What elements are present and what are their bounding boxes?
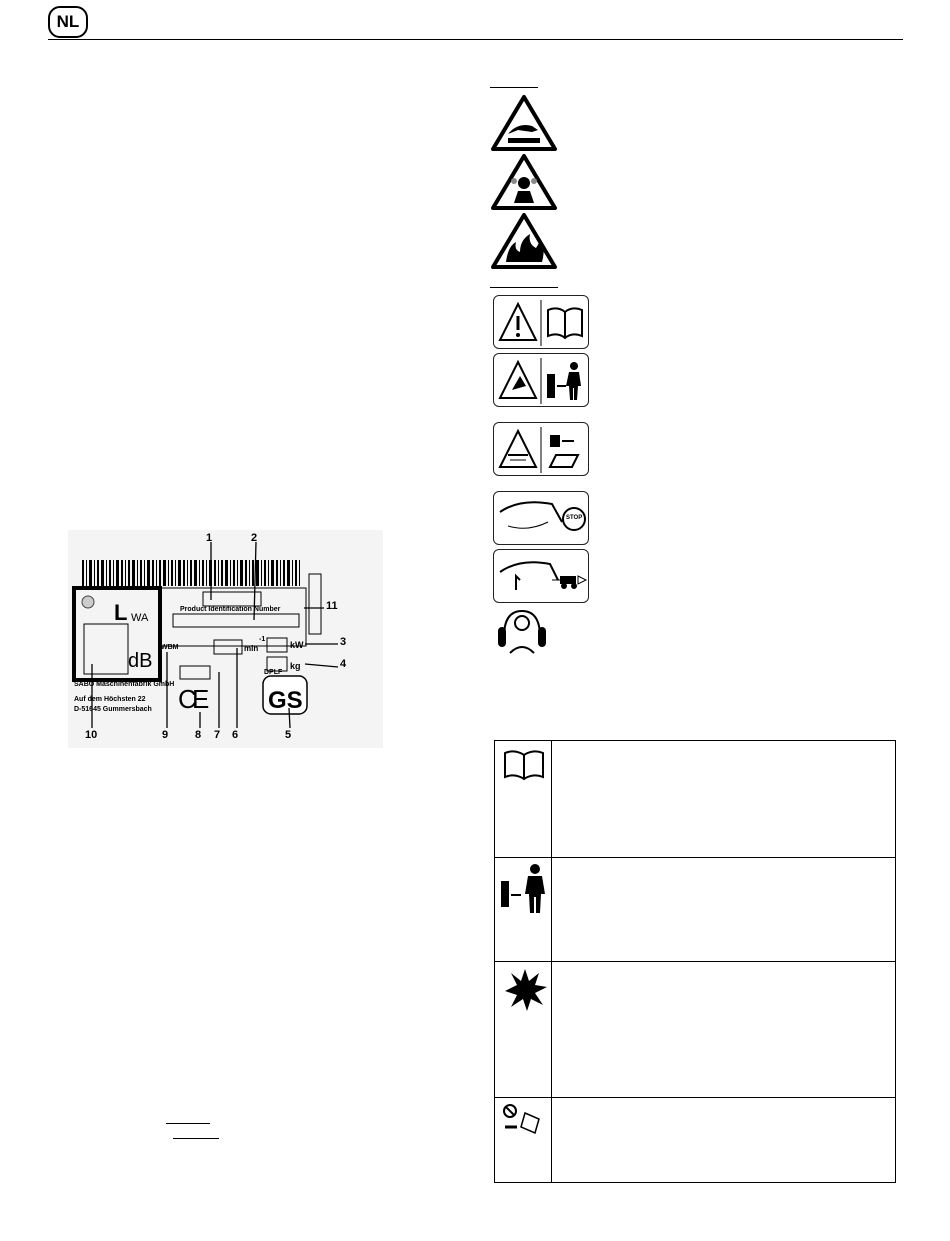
callout-11: 11	[326, 600, 338, 612]
table-row-separator	[495, 857, 895, 858]
wbm-label: WBM	[161, 644, 179, 651]
maker-line-2: Auf dem Höchsten 22	[74, 696, 146, 703]
header-rule	[48, 39, 903, 40]
manual-book-icon	[503, 749, 545, 781]
kg-label: kg	[290, 661, 301, 671]
callout-7: 7	[214, 729, 221, 741]
exhaust-hazard-icon	[490, 153, 558, 211]
dplf-label: DPLF	[264, 669, 283, 676]
no-smoking-fuel-icon	[501, 1103, 547, 1137]
text-underline	[173, 1138, 219, 1139]
language-badge: NL	[48, 6, 88, 38]
maker-line-1: SABO Maschinenfabrik GmbH	[74, 681, 175, 688]
fire-hazard-icon	[490, 212, 558, 270]
table-row-separator	[495, 1097, 895, 1098]
db-label: dB	[128, 650, 153, 672]
keep-distance-icon	[493, 353, 589, 407]
warning-manual-icon	[493, 295, 589, 349]
stop-label: STOP	[566, 515, 583, 521]
callout-8: 8	[195, 729, 202, 741]
callout-9: 9	[162, 729, 169, 741]
ear-protection-icon	[494, 607, 548, 655]
svg-text:C: C	[178, 684, 197, 714]
lwa-label: L	[114, 600, 128, 625]
svg-text:GS: GS	[268, 687, 303, 714]
symbol-table	[494, 740, 896, 1183]
callout-3: 3	[340, 636, 347, 648]
text-underline	[166, 1123, 210, 1124]
rating-plate-drawing	[68, 530, 383, 748]
table-row-separator	[495, 961, 895, 962]
callout-5: 5	[285, 729, 292, 741]
section-rule	[490, 287, 558, 288]
maker-line-3: D-51645 Gummersbach	[74, 706, 152, 713]
engine-stop-icon	[493, 491, 589, 545]
callout-6: 6	[232, 729, 239, 741]
drive-lever-icon	[493, 549, 589, 603]
lwa-sub: WA	[131, 612, 149, 624]
min-label: min	[244, 644, 259, 653]
kw-label: kW	[290, 640, 304, 650]
min-exp: -1	[259, 636, 266, 643]
callout-1: 1	[206, 532, 213, 544]
svg-text:E: E	[192, 684, 210, 714]
section-rule	[490, 87, 538, 88]
bystander-icon	[499, 863, 549, 915]
rating-plate-figure	[68, 530, 383, 748]
pin-label: Product Identification Number	[180, 606, 281, 613]
explosion-icon	[503, 967, 547, 1011]
callout-4: 4	[340, 658, 347, 670]
callout-2: 2	[251, 532, 258, 544]
callout-10: 10	[85, 729, 98, 741]
barcode	[82, 560, 300, 586]
blade-hazard-icon	[493, 422, 589, 476]
burn-hazard-icon	[490, 94, 558, 152]
